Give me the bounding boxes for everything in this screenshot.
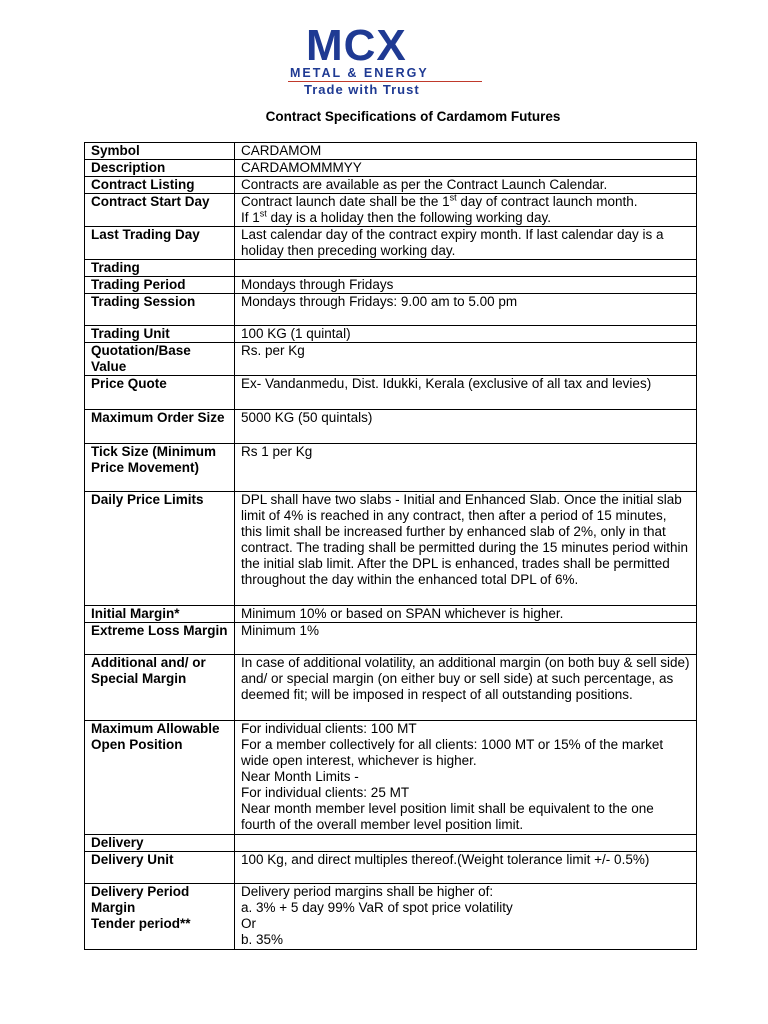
logo-tagline: Trade with Trust [304,82,420,97]
table-row [85,410,697,444]
spec-label: Trading Unit [85,326,235,343]
spec-label: Trading [85,260,235,277]
spec-value: 100 KG (1 quintal) [235,326,697,343]
spec-value: For individual clients: 100 MT For a member collectively for all clients: 1000 MT or 15% of the market wide open interest, whichever is higher. Near Month Limits - For individual clients: 25 MT Near month member level position limit shall be equivalent to the one fourth of the overall member level position limit. [235,721,697,835]
spec-label: Description [85,160,235,177]
spec-value: CARDAMOM [235,143,697,160]
spec-value [235,260,697,277]
spec-label: Delivery Period Margin Tender period** [85,884,235,950]
table-row [85,227,697,260]
spec-value: 5000 KG (50 quintals) [235,410,697,444]
table-row [85,177,697,194]
spec-label: Maximum Order Size [85,410,235,444]
spec-label: Additional and/ or Special Margin [85,655,235,721]
spec-label: Trading Period [85,277,235,294]
table-row [85,143,697,160]
table-row [85,376,697,410]
spec-label: Delivery Unit [85,852,235,884]
spec-value: Rs 1 per Kg [235,444,697,492]
table-row [85,852,697,884]
spec-label: Symbol [85,143,235,160]
table-row [85,260,697,277]
table-row [85,294,697,326]
table-row [85,884,697,950]
spec-label: Contract Listing [85,177,235,194]
table-row [85,835,697,852]
spec-label: Price Quote [85,376,235,410]
spec-value: Minimum 1% [235,623,697,655]
table-row [85,655,697,721]
table-row [85,623,697,655]
spec-label: Trading Session [85,294,235,326]
table-row [85,343,697,376]
spec-label: Last Trading Day [85,227,235,260]
spec-label: Delivery [85,835,235,852]
table-row [85,492,697,606]
page-title: Contract Specifications of Cardamom Futures [265,109,561,124]
spec-value: 100 Kg, and direct multiples thereof.(Weight tolerance limit +/- 0.5%) [235,852,697,884]
table-row [85,160,697,177]
table-row [85,194,697,227]
spec-label: Quotation/Base Value [85,343,235,376]
spec-label: Maximum Allowable Open Position [85,721,235,835]
logo-brand: MCX [306,21,407,70]
specs-table [84,142,697,950]
spec-value: Mondays through Fridays [235,277,697,294]
table-row [85,277,697,294]
table-row [85,721,697,835]
spec-label: Tick Size (Minimum Price Movement) [85,444,235,492]
spec-label: Extreme Loss Margin [85,623,235,655]
spec-value: DPL shall have two slabs - Initial and Enhanced Slab. Once the initial slab limit of 4% is reached in any contract, then after a period of 15 minutes, this limit shall be increased further by enhanced slab of 2%, only in that contract. The trading shall be permitted during the 15 minutes period within the initial slab limit. After the DPL is enhanced, trades shall be permitted throughout the day within the enhanced total DPL of 6%. [235,492,697,606]
logo-metal-energy: METAL & ENERGY [290,66,429,80]
spec-value: Minimum 10% or based on SPAN whichever is higher. [235,606,697,623]
spec-value: Mondays through Fridays: 9.00 am to 5.00 pm [235,294,697,326]
mcx-logo [288,21,484,97]
table-row [85,326,697,343]
spec-value: Ex- Vandanmedu, Dist. Idukki, Kerala (exclusive of all tax and levies) [235,376,697,410]
spec-label: Contract Start Day [85,194,235,227]
table-row [85,444,697,492]
spec-value: In case of additional volatility, an additional margin (on both buy & sell side) and/ or special margin (on either buy or sell side) at such percentage, as deemed fit; will be imposed in respect of all outstanding positions. [235,655,697,721]
spec-value: CARDAMOMMMYY [235,160,697,177]
spec-value: Contracts are available as per the Contract Launch Calendar. [235,177,697,194]
spec-label: Daily Price Limits [85,492,235,606]
spec-value: Last calendar day of the contract expiry month. If last calendar day is a holiday then preceding working day. [235,227,697,260]
table-row [85,606,697,623]
spec-value: Contract launch date shall be the 1st day of contract launch month. If 1st day is a holiday then the following working day. [235,194,697,227]
spec-value [235,835,697,852]
spec-value: Rs. per Kg [235,343,697,376]
spec-value: Delivery period margins shall be higher of: a. 3% + 5 day 99% VaR of spot price volatility Or b. 35% [235,884,697,950]
spec-label: Initial Margin* [85,606,235,623]
